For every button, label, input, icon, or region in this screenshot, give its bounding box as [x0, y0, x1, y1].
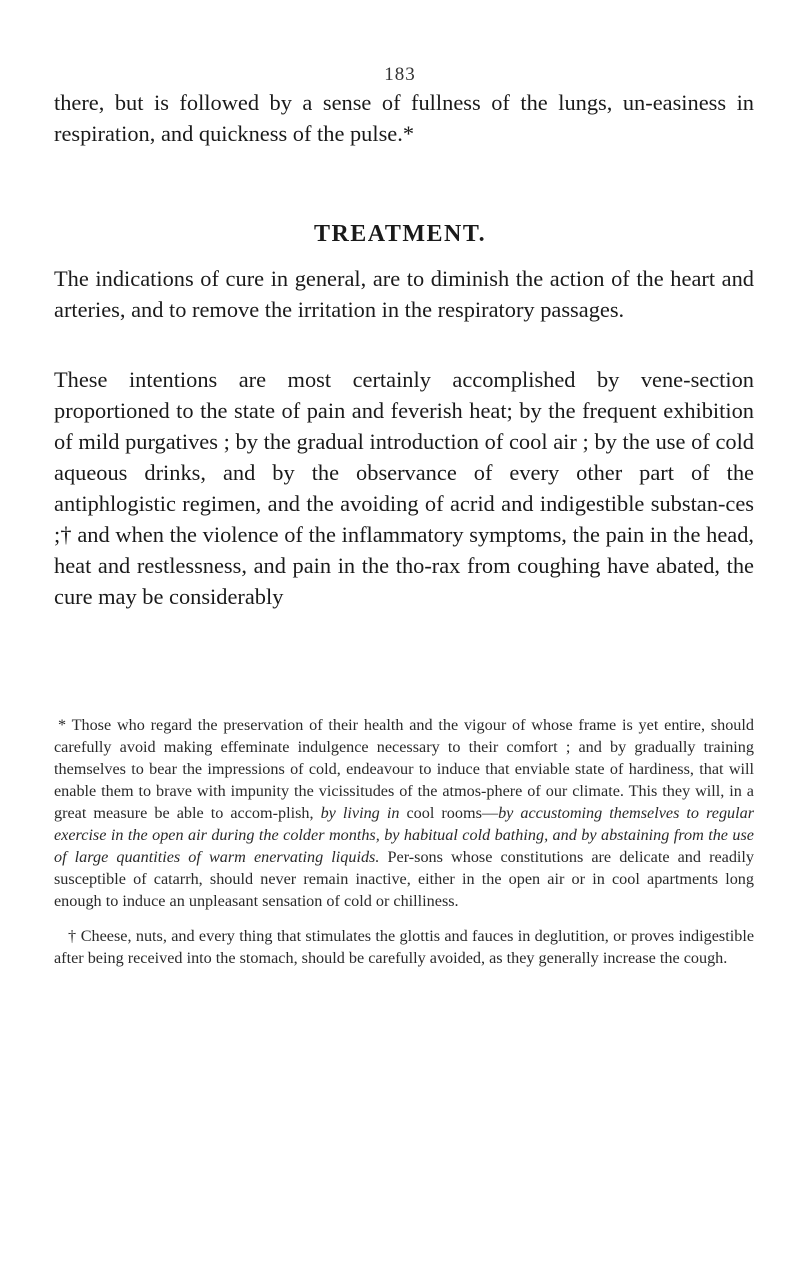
- footnote-2: † Cheese, nuts, and every thing that stimulates the glottis and fauces in deglutition, or proves indigestible after being received into the stomach, should be carefully avoided, as they generally increase the cough.: [54, 927, 754, 967]
- footnote-1-part1: * Those who regard the preservation of their health and the vigour of whose frame is yet entire, should carefully avoid making effeminate indulgence necessary to their comfort ; and by gradually training themselves to bear the impressions of cold, endeavour to induce that enviable state of hardiness, that will enable them to brave with impunity the vicissitudes of the atmos-phere of our climate. This they will, in a great measure be able to accom-plish,: [54, 716, 754, 822]
- intentions-paragraph: These intentions are most certainly accomplished by vene-section proportioned to the state of pain and feverish heat; by the frequent exhibition of mild purgatives ; by the gradual introduction of cool air ; by the use of cold aqueous drinks, and by the observance of every other part of the antiphlogistic regimen, and the avoiding of acrid and indigestible substan-ces ;† and when the violence of the inflammatory symptoms, the pain in the head, heat and restlessness, and pain in the tho-rax from coughing have abated, the cure may be considerably: [54, 367, 754, 609]
- footnotes: [54, 714, 754, 982]
- footnote-1-part3: Per-sons whose constitutions are delicate and readily susceptible of catarrh, should never remain inactive, either in the open air or in cool apartments long enough to induce an unpleasant sensation of cold or chilliness.: [54, 848, 755, 910]
- footnote-1: [54, 714, 754, 912]
- section-heading: TREATMENT.: [313, 221, 487, 247]
- footnote-1-italic1: by living in: [320, 804, 400, 822]
- page-number: 183: [384, 64, 416, 85]
- indications-paragraph: The indications of cure in general, are to diminish the action of the heart and arteries, and to remove the irritation in the respiratory passages.: [54, 266, 754, 322]
- continuation-paragraph: there, but is followed by a sense of fullness of the lungs, un-easiness in respiration, and quickness of the pulse.*: [54, 90, 754, 146]
- footnote-1-part2: cool rooms—: [406, 804, 499, 822]
- footnote-1-italic2: by accustoming themselves to regular exercise in the open air during the colder months, by habitual cold bathing, and by abstaining from the use of large quantities of warm enervating liquids.: [54, 804, 755, 866]
